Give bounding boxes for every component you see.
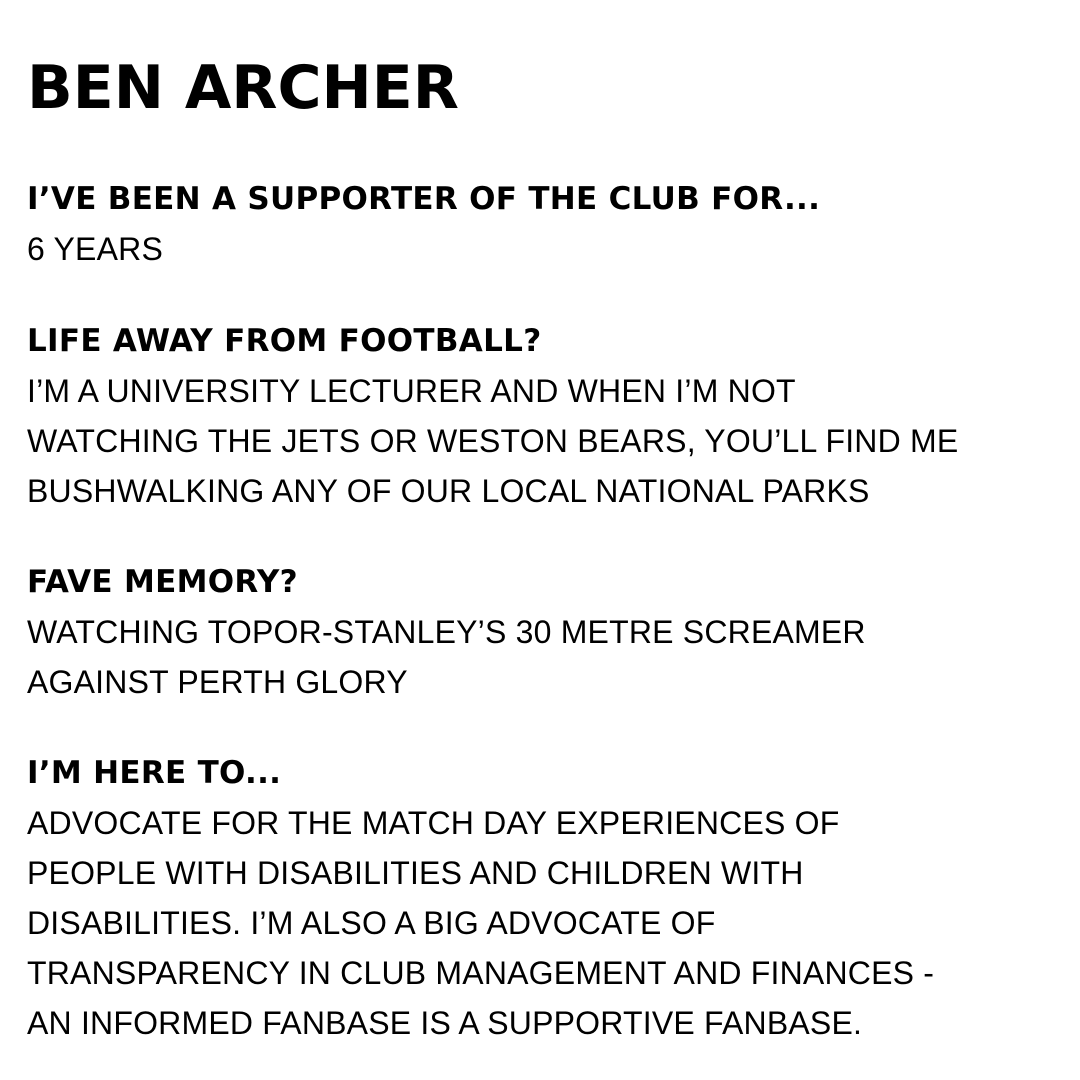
section-answer (27, 798, 1067, 1048)
answer-line: ADVOCATE FOR THE MATCH DAY EXPERIENCES OF (27, 805, 840, 841)
profile-name: BEN ARCHER (27, 53, 459, 123)
answer-line: BUSHWALKING ANY OF OUR LOCAL NATIONAL PARKS (27, 473, 870, 509)
section-question: I’M HERE TO... (27, 755, 282, 791)
profile-card (27, 48, 1067, 1048)
answer-line: I’M A UNIVERSITY LECTURER AND WHEN I’M NOT (27, 373, 796, 409)
section-answer (27, 224, 1067, 274)
answer-line: TRANSPARENCY IN CLUB MANAGEMENT AND FINANCES - (27, 955, 935, 991)
section-answer (27, 366, 1067, 516)
section-question: FAVE MEMORY? (27, 564, 298, 600)
section-answer (27, 607, 1067, 707)
answer-line: 6 YEARS (27, 231, 163, 267)
answer-line: WATCHING TOPOR-STANLEY’S 30 METRE SCREAMER (27, 614, 866, 650)
answer-line: AN INFORMED FANBASE IS A SUPPORTIVE FANBASE. (27, 1005, 863, 1041)
section-question: I’VE BEEN A SUPPORTER OF THE CLUB FOR... (27, 181, 821, 217)
section-fave-memory (27, 557, 1067, 707)
section-question: LIFE AWAY FROM FOOTBALL? (27, 323, 542, 359)
section-here-to (27, 748, 1067, 1048)
section-life-away (27, 316, 1067, 516)
answer-line: PEOPLE WITH DISABILITIES AND CHILDREN WITH (27, 855, 804, 891)
section-supporter-duration (27, 174, 1067, 274)
answer-line: AGAINST PERTH GLORY (27, 664, 408, 700)
answer-line: WATCHING THE JETS OR WESTON BEARS, YOU’LL FIND ME (27, 423, 959, 459)
answer-line: DISABILITIES. I’M ALSO A BIG ADVOCATE OF (27, 905, 716, 941)
